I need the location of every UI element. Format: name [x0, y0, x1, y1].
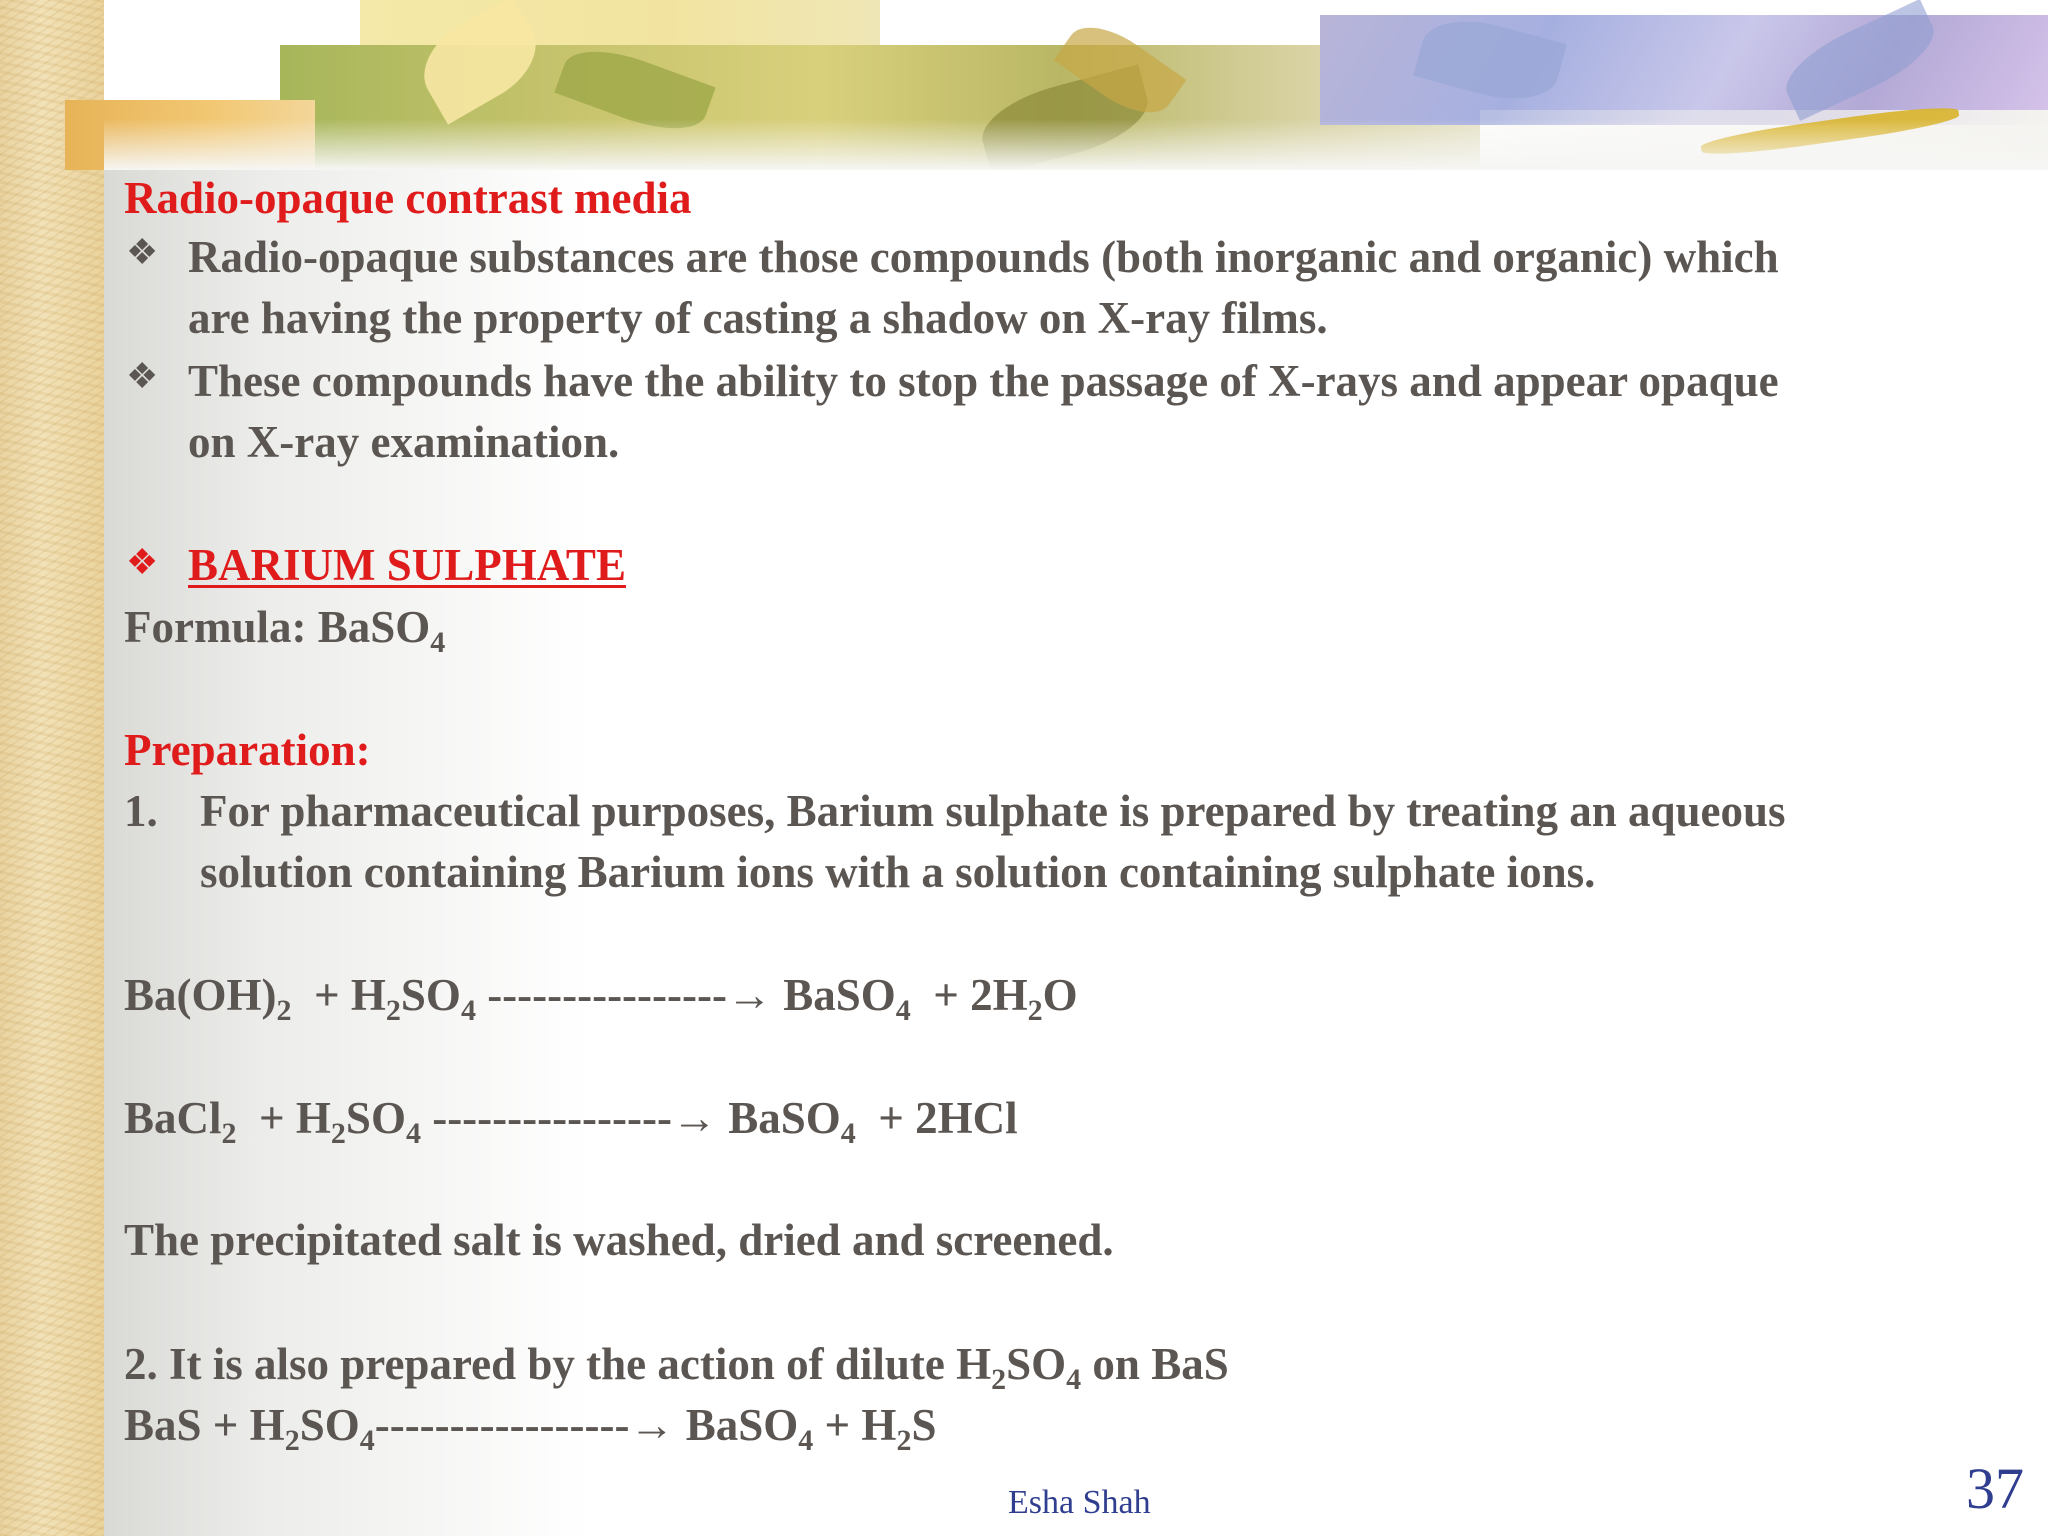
author-footer: Esha Shah: [1008, 1484, 1151, 1521]
arrow-icon: →: [726, 970, 772, 1020]
formula-line: Formula: BaSO$_4$: [124, 602, 446, 659]
bullet1-line1: Radio-opaque substances are those compounds (both inorganic and organic) which: [188, 232, 1779, 282]
bullet1-line2: are having the property of casting a shadow on X-ray films.: [188, 293, 1328, 343]
bullet2-line1: These compounds have the ability to stop the passage of X-rays and appear opaque: [188, 356, 1779, 406]
equation-1: $Ba(OH)_2 + H_2SO_4$ ----------------→ BaSO$_4$ + $2H_2O$: [124, 970, 1078, 1027]
left-parchment-strip: [0, 0, 104, 1536]
step1-line2: solution containing Barium ions with a solution containing sulphate ions.: [200, 847, 1596, 897]
bullet2-line2: on X-ray examination.: [188, 417, 620, 467]
step2-line: 2. It is also prepared by the action of dilute $H_2SO_4$ on BaS: [124, 1339, 1229, 1396]
header-banner-image: [0, 0, 2048, 170]
equation-2: BaCl$_2$ + $H_2SO_4$ ----------------→ BaSO$_4$ + 2HCl: [124, 1093, 1018, 1150]
page-number: 37: [1966, 1456, 2024, 1521]
arrow-icon: →: [629, 1400, 675, 1450]
preparation-heading: Preparation:: [124, 725, 371, 775]
equation-3: BaS + $H_2SO_4-----------------\to$ BaSO$_4$ + $H_2S$: [124, 1400, 937, 1457]
diamond-bullet-icon: ❖: [126, 356, 159, 396]
diamond-bullet-icon: ❖: [126, 232, 159, 272]
step1-line1: For pharmaceutical purposes, Barium sulphate is prepared by treating an aqueous: [200, 786, 1786, 836]
section-title: BARIUM SULPHATE: [188, 540, 626, 590]
step1-number: 1.: [124, 786, 158, 836]
arrow-icon: →: [671, 1093, 717, 1143]
washed-line: The precipitated salt is washed, dried and screened.: [124, 1215, 1114, 1265]
slide-heading: Radio-opaque contrast media: [124, 173, 692, 223]
diamond-bullet-icon: ❖: [126, 542, 159, 582]
